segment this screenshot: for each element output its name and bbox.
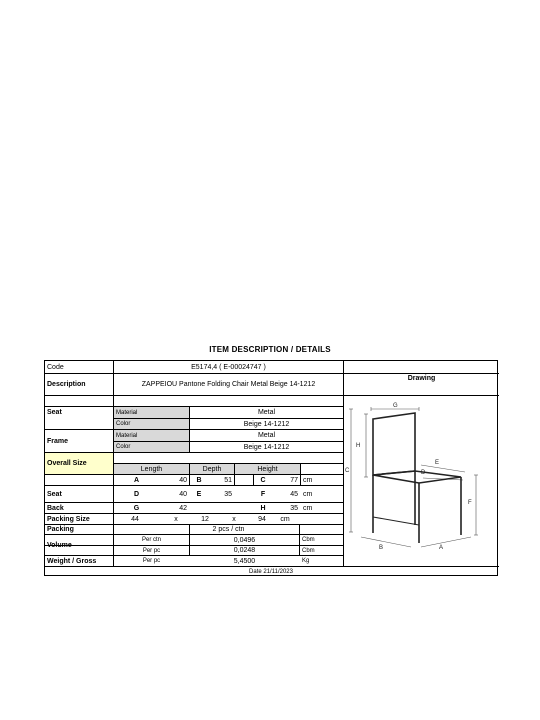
item-details-sheet — [44, 360, 498, 576]
frame-material-label: Material — [114, 430, 189, 441]
packing-length: 44 — [131, 515, 139, 523]
volume-per-pc: 0,0248 — [233, 547, 256, 554]
volume-per-ctn-label: Per ctn — [141, 537, 161, 543]
description-label: Description — [47, 381, 86, 388]
sheet-title: ITEM DESCRIPTION / DETAILS — [209, 345, 331, 354]
weight-per-pc-label: Per pc — [142, 558, 161, 564]
drawing-label-h: H — [356, 443, 361, 449]
volume-label: Volume — [47, 541, 72, 549]
back-height-key: H — [260, 504, 266, 512]
seat-length-key: D — [133, 490, 140, 498]
weight-unit: Kg — [302, 558, 310, 564]
volume-per-pc-label: Per pc — [142, 547, 161, 554]
seat-length-value: 40 — [179, 490, 187, 498]
chair-seat — [373, 471, 461, 483]
overall-height-value: 77 — [290, 476, 298, 484]
drawing-label-g: G — [393, 403, 398, 409]
chair-backrest — [373, 413, 415, 475]
volume-per-ctn: 0,0496 — [233, 536, 256, 544]
frame-material: Metal — [257, 432, 276, 439]
item-code: E5174,4 ( E-00024747 ) — [191, 363, 266, 371]
packing-x2: x — [232, 515, 236, 523]
code-label: Code — [47, 363, 64, 371]
back-length-value: 42 — [179, 504, 187, 512]
chair-drawing — [343, 397, 498, 565]
back-unit: cm — [303, 504, 313, 512]
frame-color: Beige 14-1212 — [243, 443, 290, 451]
drawing-label-f: F — [468, 500, 472, 506]
drawing-label: Drawing — [407, 374, 436, 382]
volume-per-pc-unit: Cbm — [302, 547, 315, 554]
drawing-label-b: B — [379, 545, 384, 551]
back-label: Back — [47, 504, 64, 512]
volume-per-ctn-unit: Cbm — [302, 537, 315, 543]
overall-depth-key: B — [196, 476, 202, 484]
drawing-label-a: A — [439, 545, 444, 551]
date-footer: Date 21/11/2023 — [249, 568, 293, 575]
frame-color-label: Color — [114, 442, 189, 452]
seat-depth-value: 35 — [224, 490, 232, 498]
packing-size-label: Packing Size — [47, 515, 90, 523]
drawing-label-e: E — [435, 460, 440, 466]
weight-value: 5,4500 — [233, 557, 256, 565]
seat-label: Seat — [47, 409, 62, 416]
drawing-label-c: C — [345, 468, 350, 474]
seat-depth-key: E — [196, 490, 202, 498]
overall-length-value: 40 — [179, 476, 187, 484]
overall-size-label: Overall Size — [45, 453, 113, 474]
height-header: Height — [235, 464, 300, 474]
depth-header: Depth — [190, 464, 234, 474]
overall-unit: cm — [303, 476, 313, 484]
seat-height-key: F — [260, 490, 266, 498]
packing-depth: 12 — [201, 515, 209, 523]
overall-height-key: C — [260, 476, 266, 484]
packing-x1: x — [174, 515, 178, 523]
dim-line-a — [421, 537, 471, 547]
item-description: ZAPPEIOU Pantone Folding Chair Metal Beige 14-1212 — [141, 381, 316, 388]
back-length-key: G — [133, 504, 140, 512]
seat-dims-label: Seat — [47, 490, 62, 498]
overall-length-key: A — [133, 476, 140, 484]
drawing-label-d: D — [421, 470, 426, 476]
overall-depth-value: 51 — [224, 476, 232, 484]
seat-color-label: Color — [114, 419, 189, 429]
packing-height: 94 — [258, 515, 266, 523]
dim-line-e — [421, 465, 465, 472]
seat-height-value: 45 — [290, 490, 298, 498]
packing-unit: cm — [280, 515, 290, 523]
seat-material-label: Material — [114, 407, 189, 418]
seat-material: Metal — [257, 409, 276, 416]
seat-unit: cm — [303, 490, 313, 498]
back-height-value: 35 — [290, 504, 298, 512]
dim-line-b — [361, 537, 411, 547]
frame-label: Frame — [47, 437, 69, 445]
seat-color: Beige 14-1212 — [243, 420, 290, 428]
packing-label: Packing — [47, 526, 74, 533]
length-header: Length — [114, 464, 189, 474]
packing-value: 2 pcs / ctn — [212, 526, 245, 533]
weight-label: Weight / Gross — [47, 557, 97, 565]
